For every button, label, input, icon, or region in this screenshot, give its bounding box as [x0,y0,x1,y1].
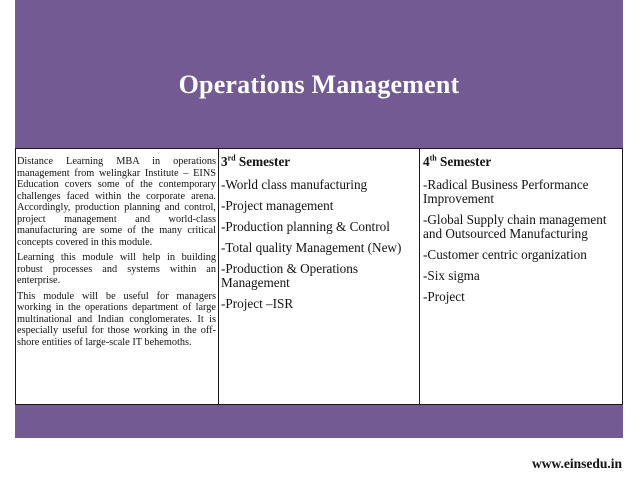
course-item: -Six sigma [423,268,480,283]
description-paragraph: This module will be useful for managers working in the operations department of large multinational and Indian conglomerates. It is especially useful for those working in the off-shore entities of large-scale IT behemoths. [17,290,216,348]
course-item: -Customer centric organization [423,247,587,262]
description-paragraph: Distance Learning MBA in operations management from welingkar Institute – EINS Education covers some of the contemporary challenges faced within the corporate arena. Accordingly, production planning and control, project management and world-class manufacturing are some of the many critical concepts covered in this module. [17,156,216,248]
course-item: -Radical Business Performance Improvement [423,177,589,206]
website-url: www.einsedu.in [531,456,622,471]
semester-3-column [219,149,420,404]
description-paragraph: Learning this module will help in building robust processes and systems within an enterprise. [17,252,216,286]
course-item: -Global Supply chain management and Outsourced Manufacturing [423,212,607,241]
semester-4-heading: 4th Semester [423,153,492,169]
slide-title: Operations Management [178,70,460,99]
course-item: -Total quality Management (New) [221,240,402,255]
course-item: -World class manufacturing [221,177,368,192]
description-column [16,149,219,404]
content-table [15,148,623,405]
course-item: -Project –ISR [221,296,294,311]
semester-3-heading: 3rd Semester [221,153,291,169]
course-item: -Project [423,289,465,304]
course-item: -Project management [221,198,334,213]
semester-4-column [420,149,622,404]
footer-band [15,405,623,438]
course-item: -Production & Operations Management [221,261,358,290]
course-item: -Production planning & Control [221,219,390,234]
